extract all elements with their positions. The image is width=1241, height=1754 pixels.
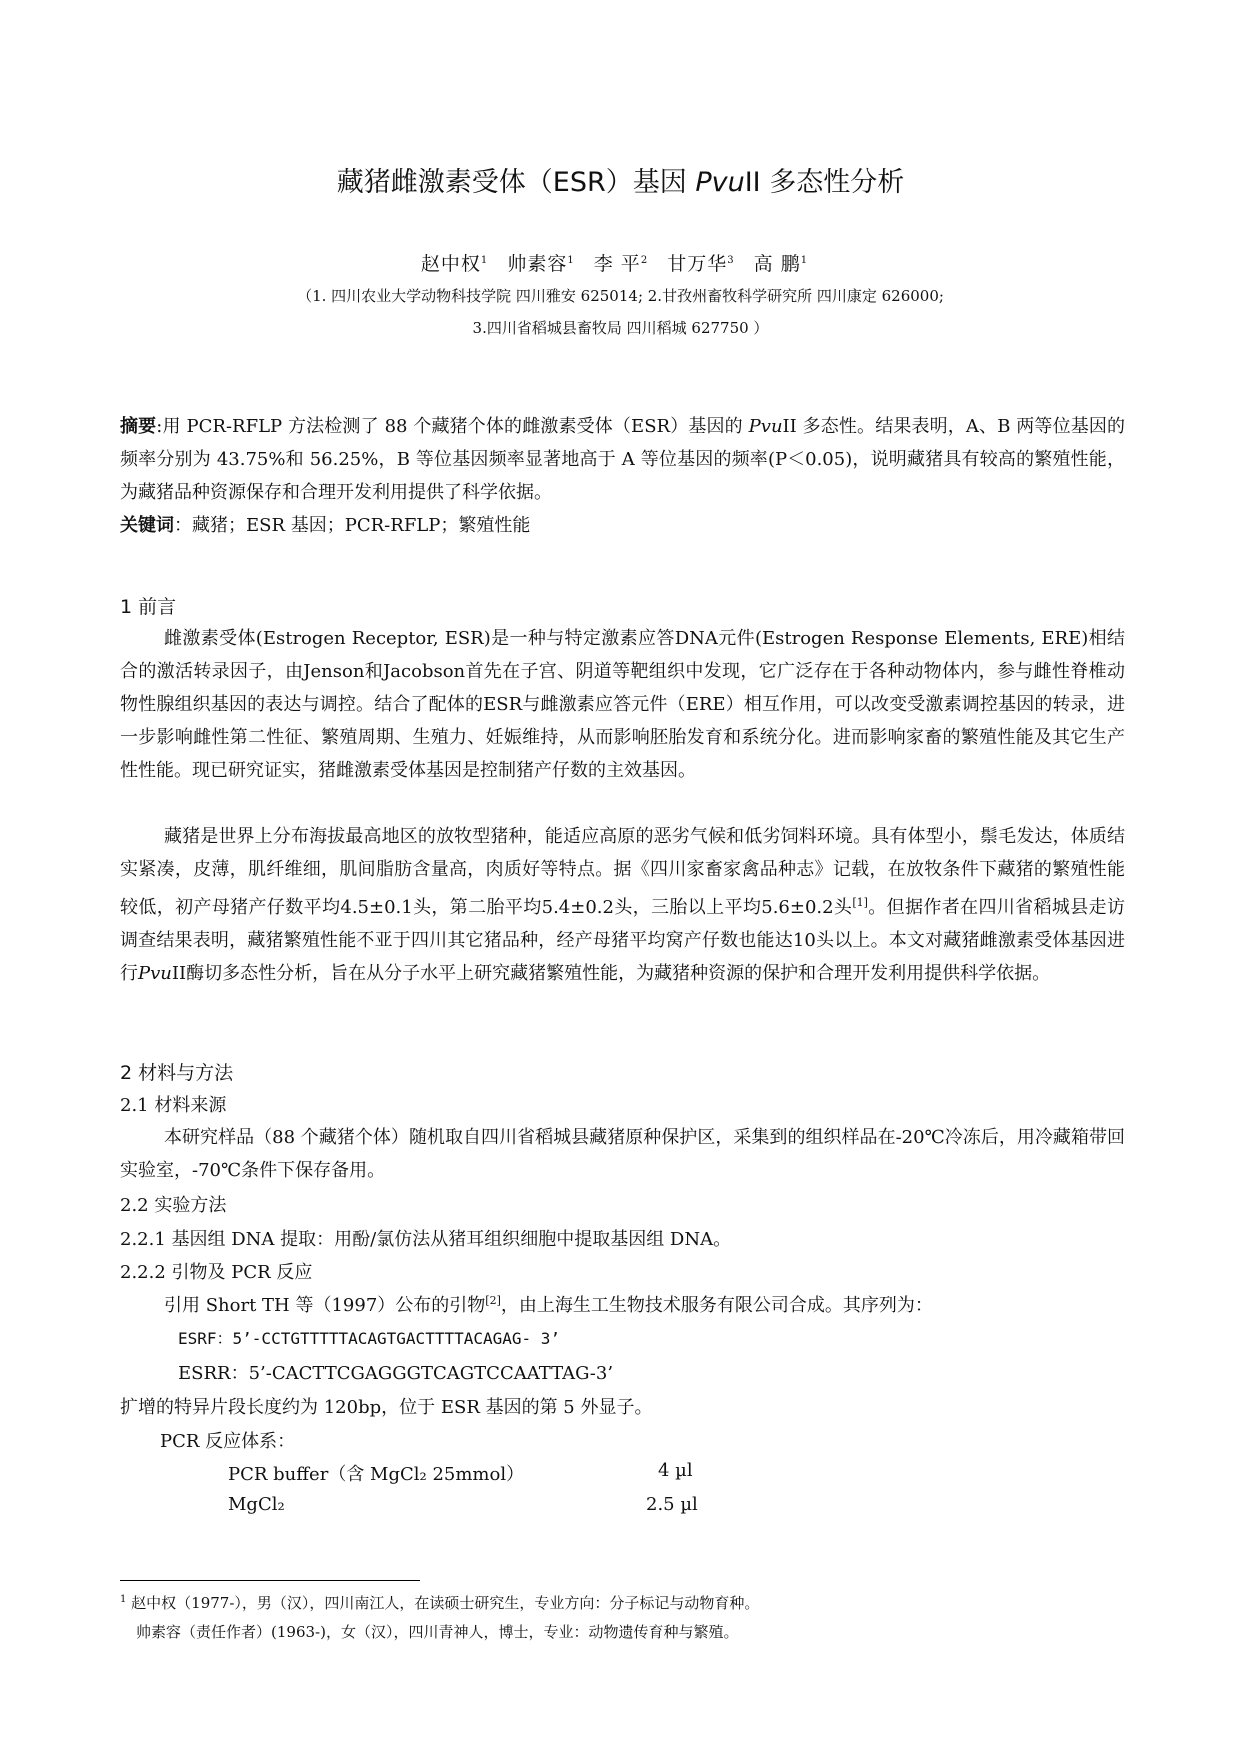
subsection-heading: 2.2 实验方法 xyxy=(120,1195,227,1216)
paragraph-text: 。但据作者在四川省稻城县走访调查结果表明，藏猪繁殖性能不亚于四川其它猪品种，经产母猪平均窝产仔数也能达10头以上。本文对藏猪雌激素受体基因进行 xyxy=(120,897,1126,984)
citation: [2] xyxy=(485,1294,501,1307)
paragraph-materials: 本研究样品（88 个藏猪个体）随机取自四川省稻城县藏猪原种保护区，采集到的组织样品在-20℃冷冻后，用冷藏箱带回实验室，-70℃条件下保存备用。 xyxy=(120,1127,1125,1181)
abstract xyxy=(120,410,1125,509)
title-text: 藏猪雌激素受体（ESR）基因 xyxy=(336,167,696,198)
citation: [1] xyxy=(852,896,868,909)
paragraph-text: 藏猪是世界上分布海拔最高地区的放牧型猪种，能适应高原的恶劣气候和低劣饲料环境。具有体型小，鬃毛发达，体质结实紧凑，皮薄，肌纤维细，肌间脂肪含量高，肉质好等特点。据《四川家畜家禽品种志》记载，在放牧条件下藏猪的繁殖性能较低，初产母猪产仔数平均4.5±0.1头，第二胎平均5.4±0.2头，三胎以上平均5.6±0.2头 xyxy=(120,826,1125,918)
author: 甘万华$^3$ xyxy=(667,253,735,275)
title-text-end: II 多态性分析 xyxy=(744,167,905,198)
author: 高 鹏$^1$ xyxy=(753,253,809,275)
subsection-text: 2.2.1 基因组 DNA 提取：用酚/氯仿法从猪耳组织细胞中提取基因组 DNA。 xyxy=(120,1229,732,1250)
abstract-label: 摘要 xyxy=(120,416,157,437)
author: 李 平$^2$ xyxy=(593,253,649,275)
affiliation-line: 3.四川省稻城县畜牧局 四川稻城 627750 ） xyxy=(472,319,769,337)
paragraph-intro-1: 雌激素受体(Estrogen Receptor, ESR)是一种与特定激素应答DNA元件(Estrogen Response Elements, ERE)相结合的激活转录因子，由Jenson和Jacobson首先在子宫、阴道等靶组织中发现，它广泛存在于各种动物体内，参与雌性脊椎动物性腺组织基因的表达与调控。结合了配体的ESR与雌激素应答元件（ERE）相互作用，可以改变受激素调控基因的转录，进一步影响雌性第二性征、繁殖周期、生殖力、妊娠维持，从而影响胚胎发育和系统分化。进而影响家畜的繁殖性能及其它生产性性能。现已研究证实，猪雌激素受体基因是控制猪产仔数的主效基因。 xyxy=(120,628,1125,781)
title-italic: Pvu xyxy=(695,167,745,198)
footnote-text: 赵中权（1977-），男（汉），四川南江人，在读硕士研究生，专业方向：分子标记与动物育种。 xyxy=(131,1594,760,1612)
subsection-heading: 2.2.2 引物及 PCR 反应 xyxy=(120,1262,313,1283)
keywords-label: 关键词 xyxy=(120,515,174,536)
pcr-item-name: PCR buffer（含 MgCl₂ 25mmol） xyxy=(228,1464,525,1485)
amplicon-description: 扩增的特异片段长度约为 120bp，位于 ESR 基因的第 5 外显子。 xyxy=(120,1397,653,1418)
keywords xyxy=(120,509,1125,542)
author: 帅素容$^1$ xyxy=(507,253,575,275)
paragraph-intro-2 xyxy=(120,820,1125,990)
section-heading: 1 前言 xyxy=(120,596,177,618)
section-heading: 2 材料与方法 xyxy=(120,1062,234,1084)
footnote-divider xyxy=(120,1580,420,1581)
pcr-item-name: MgCl₂ xyxy=(228,1494,285,1515)
subsection-heading: 2.1 材料来源 xyxy=(120,1095,227,1116)
affiliation-line: （1. 四川农业大学动物科技学院 四川雅安 625014; 2.甘孜州畜牧科学研究所 四川康定 626000; xyxy=(297,287,944,305)
abstract-text-end: II 多态性。结果表明，A、B 两等位基因的频率分别为 43.75%和 56.25%，B 等位基因频率显著地高于 A 等位基因的频率(P＜0.05)，说明藏猪具有较高的繁殖性能，为藏猪品种资源保存和合理开发利用提供了科学依据。 xyxy=(120,416,1126,503)
paragraph-text: 引用 Short TH 等（1997）公布的引物 xyxy=(164,1295,486,1316)
footnote-mark: 1 xyxy=(120,1594,127,1605)
pcr-item-value: 2.5 µl xyxy=(646,1494,698,1515)
pcr-system-label: PCR 反应体系： xyxy=(160,1431,296,1452)
paper-title xyxy=(0,160,1241,199)
footnote: 帅素容（责任作者）(1963-)，女（汉），四川青神人，博士，专业：动物遗传育种与繁殖。 xyxy=(136,1623,739,1641)
paragraph-text: ，由上海生工生物技术服务有限公司合成。其序列为： xyxy=(500,1295,933,1316)
pcr-item-value: 4 µl xyxy=(658,1460,693,1481)
abstract-text: :用 PCR-RFLP 方法检测了 88 个藏猪个体的雌激素受体（ESR）基因的 xyxy=(156,416,749,437)
author: 赵中权$^1$ xyxy=(420,253,489,275)
paragraph-italic: Pvu xyxy=(138,963,172,984)
abstract-italic: Pvu xyxy=(748,416,783,437)
primer-paragraph xyxy=(164,1291,933,1317)
primer-reverse: ESRR：5’-CACTTCGAGGGTCAGTCCAATTAG-3’ xyxy=(178,1363,614,1384)
keywords-text: ：藏猪；ESR 基因；PCR-RFLP；繁殖性能 xyxy=(174,515,531,536)
footnote xyxy=(120,1592,759,1613)
primer-forward: ESRF：5’-CCTGTTTTTACAGTGACTTTTACAGAG- 3’ xyxy=(178,1329,561,1348)
author-list xyxy=(0,249,1241,276)
paragraph-text: II酶切多态性分析，旨在从分子水平上研究藏猪繁殖性能，为藏猪种资源的保护和合理开发利用提供科学依据。 xyxy=(171,963,1051,984)
